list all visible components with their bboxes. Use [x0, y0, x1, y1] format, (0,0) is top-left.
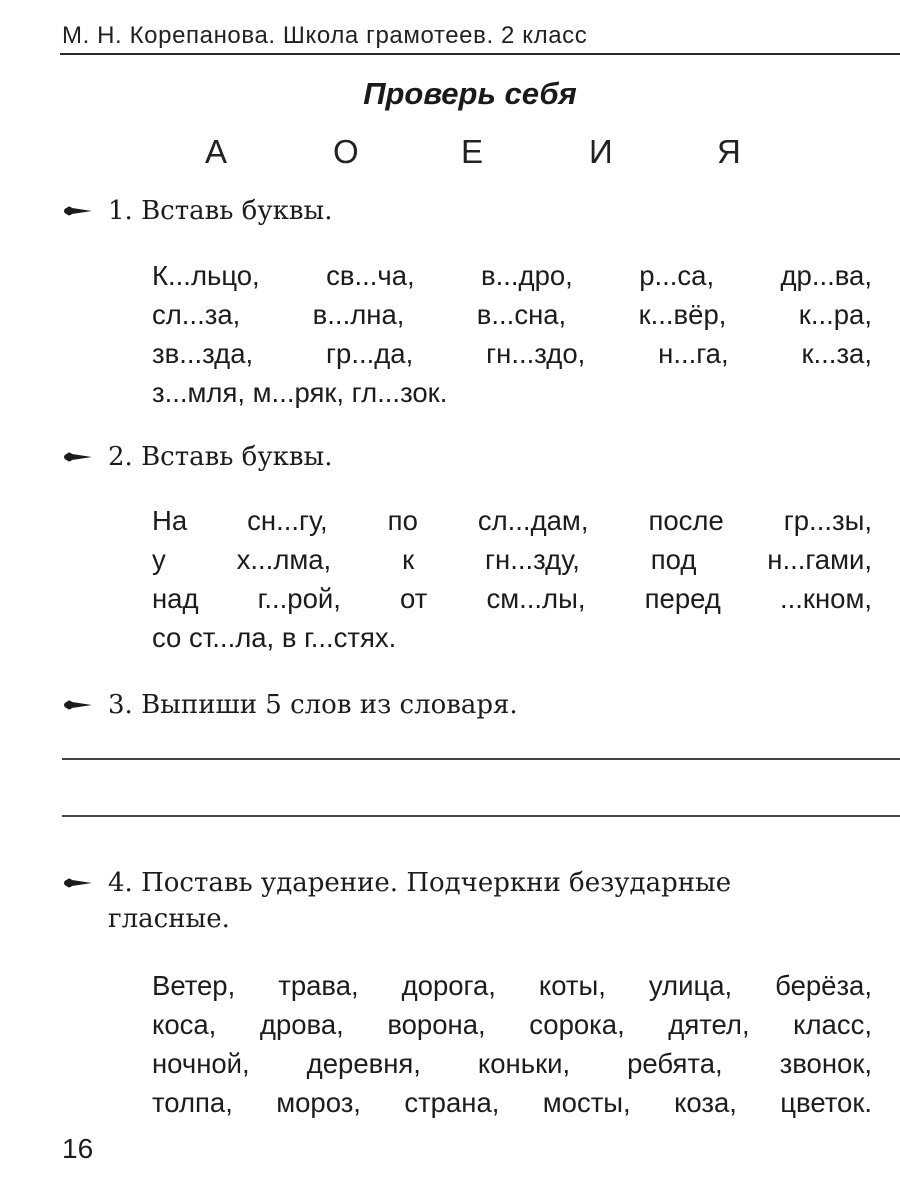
vowel-row [205, 133, 845, 171]
vowel: Я [717, 133, 741, 170]
exercise-line: На сн...гу, по сл...дам, после гр...зы, [152, 505, 872, 536]
page-number: 16 [62, 1133, 94, 1164]
task-4-label-continued: гласные. [108, 904, 230, 934]
page-title: Проверь себя [363, 76, 577, 111]
task-1-exercise [152, 256, 872, 412]
exercise-line: коса, дрова, ворона, сорока, дятел, класс, [152, 1009, 872, 1040]
task-4-label: 4. Поставь ударение. Подчеркни безударные [108, 868, 732, 898]
task-3-heading [62, 690, 518, 720]
exercise-line: сл...за, в...лна, в...сна, к...вёр, к...ра, [152, 299, 872, 330]
header-rule [60, 53, 900, 55]
task-2-exercise [152, 501, 872, 657]
task-arrow-icon [62, 446, 98, 468]
task-4-heading [62, 868, 731, 898]
answer-line [62, 758, 900, 760]
exercise-line: ночной, деревня, коньки, ребята, звонок, [152, 1048, 872, 1079]
task-arrow-icon [62, 694, 98, 716]
task-1-label: 1. Вставь буквы. [108, 196, 333, 226]
task-2-label: 2. Вставь буквы. [108, 442, 333, 472]
answer-line [62, 815, 900, 817]
exercise-line: з...мля, м...ряк, гл...зок. [152, 377, 448, 408]
exercise-line: со ст...ла, в г...стях. [152, 622, 397, 653]
exercise-line: толпа, мороз, страна, мосты, коза, цветок. [152, 1087, 872, 1118]
task-3-label: 3. Выпиши 5 слов из словаря. [108, 690, 518, 720]
task-1-heading [62, 196, 332, 226]
exercise-line: зв...зда, гр...да, гн...здо, н...га, к...за, [152, 338, 872, 369]
vowel: И [589, 133, 613, 170]
exercise-line: К...льцо, св...ча, в...дро, р...са, др...ва, [152, 260, 872, 291]
exercise-line: над г...рой, от см...лы, перед ...кном, [152, 583, 872, 614]
vowel: О [333, 133, 359, 170]
task-arrow-icon [62, 872, 98, 894]
vowel: Е [461, 133, 484, 170]
vowel: А [205, 133, 228, 170]
running-header: М. Н. Корепанова. Школа грамотеев. 2 класс [62, 22, 588, 49]
task-2-heading [62, 442, 332, 472]
exercise-line: Ветер, трава, дорога, коты, улица, берёза, [152, 970, 872, 1001]
exercise-line: у х...лма, к гн...зду, под н...гами, [152, 544, 872, 575]
task-arrow-icon [62, 200, 98, 222]
task-4-exercise [152, 966, 872, 1122]
